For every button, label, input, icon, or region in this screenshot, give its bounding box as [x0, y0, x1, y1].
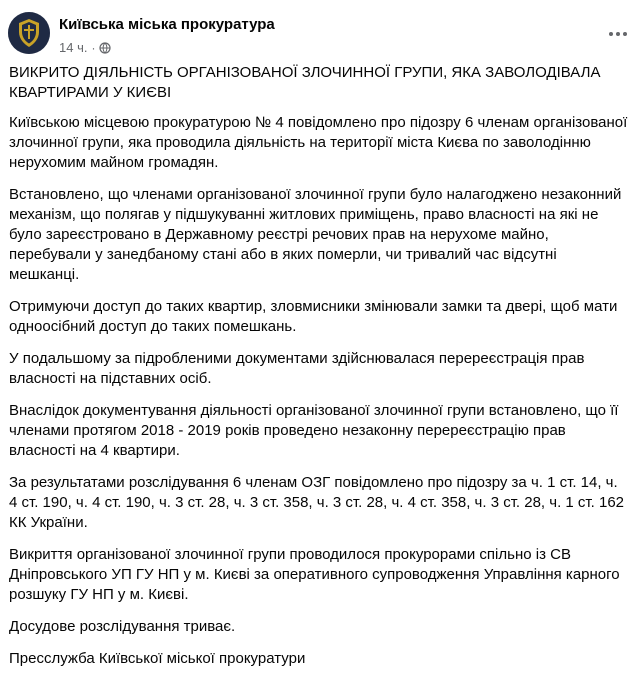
- post-paragraph-4: У подальшому за підробленими документами здійснювалася перереєстрація прав власності на підставних осіб.: [9, 350, 585, 387]
- post-paragraph-2: Встановлено, що членами організованої злочинної групи було налагоджено незаконний механізм, що полягав у підшукуванні житлових приміщень, право власності на які не було зареєстровано в Державному реєстрі речових прав на нерухоме майно, перебували у занедбаному стані або в яких померли, чи тривалий час відсутні мешканці.: [9, 186, 622, 283]
- separator-dot: ·: [91, 40, 96, 55]
- post-header: [8, 8, 636, 56]
- post-paragraph-8: Досудове розслідування триває.: [9, 618, 236, 635]
- globe-icon[interactable]: [99, 42, 111, 54]
- post-meta: [59, 40, 111, 55]
- page-avatar[interactable]: [8, 12, 50, 54]
- post-paragraph-6: За результатами розслідування 6 членам ОЗГ повідомлено про підозру за ч. 1 ст. 14, ч. 4 ст. 190, ч. 4 ст. 190, ч. 3 ст. 28, ч. 3 ст. 358, ч. 3 ст. 28, ч. 4 ст. 358, ч. 3 ст. 28, ч. 1 ст. 162 КК України.: [9, 474, 624, 531]
- prosecutor-emblem-icon: [8, 12, 50, 54]
- more-options-icon[interactable]: [604, 20, 632, 48]
- post-paragraph-7: Викриття організованої злочинної групи проводилося прокурорами спільно із СВ Дніпровського УП ГУ НП у м. Києві за оперативного супроводження Управління карного розшуку ГУ НП у м. Києві.: [9, 546, 620, 603]
- post-signature: Пресслужба Київської міської прокуратури: [9, 650, 306, 667]
- post-paragraph-3: Отримуючи доступ до таких квартир, зловмисники змінювали замки та двері, щоб мати одноосібний доступ до таких помешкань.: [9, 298, 618, 335]
- post-time[interactable]: 14 ч.: [59, 40, 88, 55]
- post-paragraph-5: Внаслідок документування діяльності організованої злочинної групи встановлено, що її членами протягом 2018 - 2019 років проведено незаконну перереєстрацію прав власності на 4 квартири.: [9, 402, 619, 459]
- post-paragraph-1: Київською місцевою прокуратурою № 4 повідомлено про підозру 6 членам організованої злочинної групи, яка проводила діяльність на території міста Києва по заволодінню нерухомим майном громадян.: [9, 114, 628, 171]
- post-content: [9, 63, 629, 681]
- post-title: ВИКРИТО ДІЯЛЬНІСТЬ ОРГАНІЗОВАНОЇ ЗЛОЧИННОЇ ГРУПИ, ЯКА ЗАВОЛОДІВАЛА КВАРТИРАМИ У КИЄВІ: [9, 64, 601, 101]
- page-name[interactable]: Київська міська прокуратура: [59, 16, 275, 33]
